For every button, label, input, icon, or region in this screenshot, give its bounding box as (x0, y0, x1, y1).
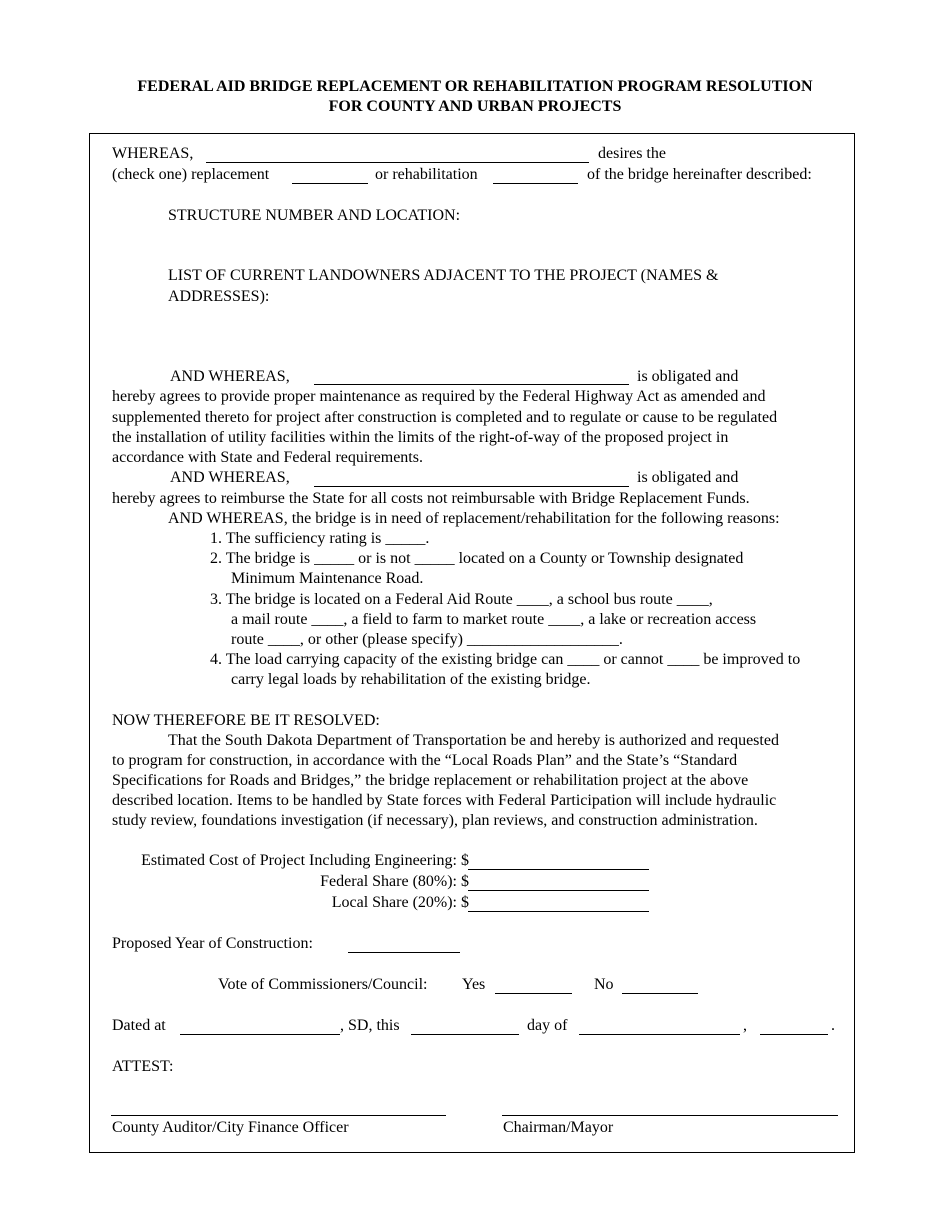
sd-this-label: , SD, this (340, 1017, 400, 1034)
vote-yes-field[interactable] (495, 993, 572, 994)
resolved-line-3: Specifications for Roads and Bridges,” the bridge replacement or rehabilitation project at the above (112, 772, 749, 789)
and-whereas-1-line-1: hereby agrees to provide proper maintenance as required by the Federal Highway Act as amended and (112, 388, 766, 405)
whereas-lead: WHEREAS, (112, 145, 194, 162)
resolved-line-5: study review, foundations investigation (if necessary), plan reviews, and construction administration. (112, 812, 758, 829)
check-one-replacement-label: (check one) replacement (112, 166, 270, 183)
whereas-entity-field[interactable] (206, 162, 589, 163)
and-whereas-1-lead: AND WHEREAS, (170, 368, 290, 385)
and-whereas-1-entity-field[interactable] (314, 384, 629, 385)
and-whereas-1-line-4: accordance with State and Federal requirements. (112, 449, 423, 466)
or-rehabilitation-label: or rehabilitation (375, 166, 478, 183)
and-whereas-2-obligated: is obligated and (637, 469, 739, 486)
dated-year-field[interactable] (760, 1034, 828, 1035)
auditor-signature-label: County Auditor/City Finance Officer (112, 1119, 349, 1136)
dated-month-field[interactable] (579, 1034, 740, 1035)
attest-label: ATTEST: (112, 1058, 174, 1075)
resolved-line-2: to program for construction, in accordance with the “Local Roads Plan” and the State’s “Standard (112, 752, 738, 769)
estimated-cost-label: Estimated Cost of Project Including Engineering: $ (141, 852, 469, 869)
estimated-cost-field[interactable] (468, 869, 649, 870)
reason-4-line-1: 4. The load carrying capacity of the existing bridge can ____ or cannot ____ be improved to (210, 651, 801, 668)
dated-day-field[interactable] (411, 1034, 519, 1035)
vote-label: Vote of Commissioners/Council: (218, 976, 428, 993)
resolved-line-4: described location. Items to be handled by State forces with Federal Participation will include hydraulic (112, 792, 777, 809)
reason-2-line-1: 2. The bridge is _____ or is not _____ located on a County or Township designated (210, 550, 744, 567)
federal-share-field[interactable] (468, 890, 649, 891)
vote-yes-label: Yes (462, 976, 486, 993)
reasons-intro: AND WHEREAS, the bridge is in need of replacement/rehabilitation for the following reasons: (168, 510, 780, 527)
local-share-label: Local Share (20%): $ (331, 894, 469, 911)
title-line-1: FEDERAL AID BRIDGE REPLACEMENT OR REHABILITATION PROGRAM RESOLUTION (137, 78, 813, 95)
reason-1: 1. The sufficiency rating is _____. (210, 530, 430, 547)
reason-3-line-2: a mail route ____, a field to farm to market route ____, a lake or recreation access (231, 611, 757, 628)
dated-location-field[interactable] (180, 1034, 340, 1035)
chairman-signature-label: Chairman/Mayor (503, 1119, 614, 1136)
and-whereas-1-line-2: supplemented thereto for project after construction is completed and to regulate or cause to be regulated (112, 409, 778, 426)
chairman-signature-line[interactable] (502, 1115, 838, 1116)
reason-2-line-2: Minimum Maintenance Road. (231, 570, 424, 587)
rehabilitation-check-field[interactable] (493, 183, 578, 184)
federal-share-label: Federal Share (80%): $ (320, 873, 469, 890)
proposed-year-field[interactable] (348, 952, 460, 953)
structure-heading: STRUCTURE NUMBER AND LOCATION: (168, 207, 461, 224)
replacement-check-field[interactable] (292, 183, 368, 184)
dated-period: . (831, 1017, 835, 1034)
local-share-field[interactable] (468, 911, 649, 912)
dated-comma: , (743, 1017, 747, 1034)
whereas-desires: desires the (598, 145, 666, 162)
reason-3-line-3: route ____, or other (please specify) ___________________. (231, 631, 623, 648)
of-bridge-label: of the bridge hereinafter described: (587, 166, 812, 183)
and-whereas-2-entity-field[interactable] (314, 486, 629, 487)
landowners-heading-2: ADDRESSES): (168, 288, 270, 305)
proposed-year-label: Proposed Year of Construction: (112, 935, 313, 952)
title-line-2: FOR COUNTY AND URBAN PROJECTS (328, 98, 622, 115)
reason-3-line-1: 3. The bridge is located on a Federal Aid Route ____, a school bus route ____, (210, 591, 713, 608)
landowners-heading-1: LIST OF CURRENT LANDOWNERS ADJACENT TO THE PROJECT (NAMES & (168, 267, 719, 284)
document-title (0, 77, 950, 117)
day-of-label: day of (527, 1017, 568, 1034)
resolved-heading: NOW THEREFORE BE IT RESOLVED: (112, 712, 380, 729)
reason-4-line-2: carry legal loads by rehabilitation of the existing bridge. (231, 671, 591, 688)
vote-no-label: No (594, 976, 614, 993)
vote-no-field[interactable] (622, 993, 698, 994)
resolved-line-1: That the South Dakota Department of Transportation be and hereby is authorized and requested (168, 732, 779, 749)
auditor-signature-line[interactable] (111, 1115, 446, 1116)
and-whereas-2-lead: AND WHEREAS, (170, 469, 290, 486)
and-whereas-2-line: hereby agrees to reimburse the State for all costs not reimbursable with Bridge Replacement Funds. (112, 490, 750, 507)
and-whereas-1-line-3: the installation of utility facilities within the limits of the right-of-way of the proposed project in (112, 429, 729, 446)
dated-at-label: Dated at (112, 1017, 166, 1034)
and-whereas-1-obligated: is obligated and (637, 368, 739, 385)
